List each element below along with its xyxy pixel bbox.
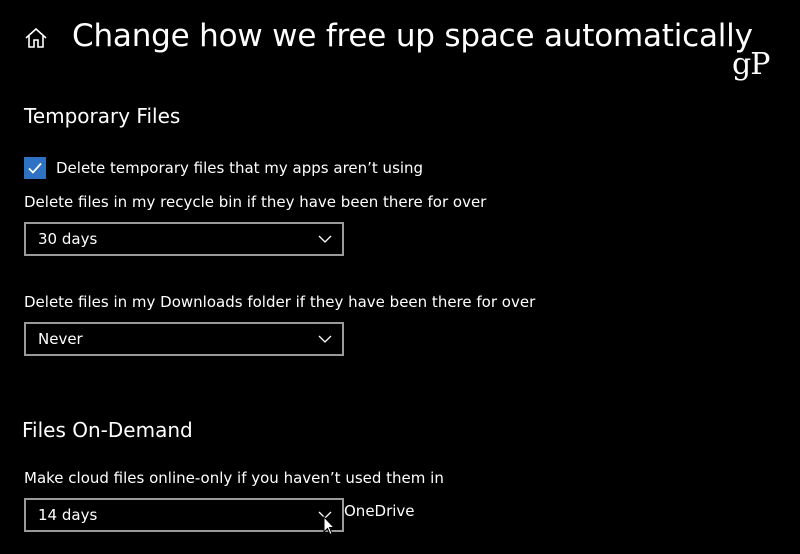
- delete-temp-files-label[interactable]: Delete temporary files that my apps aren’t using: [56, 159, 424, 177]
- cloud-files-dropdown[interactable]: [24, 498, 344, 532]
- page-title: Change how we free up space automatically: [72, 18, 753, 54]
- downloads-dropdown[interactable]: [24, 322, 344, 356]
- recycle-bin-dropdown[interactable]: [24, 222, 344, 256]
- onedrive-label: OneDrive: [344, 502, 415, 520]
- watermark-logo: gP: [732, 47, 770, 82]
- mouse-cursor-icon: [323, 516, 335, 536]
- home-icon[interactable]: [24, 26, 48, 50]
- chevron-down-icon: [318, 234, 332, 244]
- checkmark-icon: [27, 160, 43, 176]
- recycle-bin-label: Delete files in my recycle bin if they have been there for over: [24, 193, 487, 211]
- chevron-down-icon: [318, 334, 332, 344]
- downloads-dropdown-value: Never: [38, 330, 83, 348]
- cloud-files-label: Make cloud files online-only if you haven’t used them in: [24, 469, 444, 487]
- section-title-files-on-demand: Files On-Demand: [22, 418, 193, 442]
- delete-temp-files-checkbox[interactable]: [24, 157, 46, 179]
- section-title-temporary-files: Temporary Files: [24, 104, 181, 128]
- cloud-files-dropdown-value: 14 days: [38, 506, 98, 524]
- downloads-label: Delete files in my Downloads folder if they have been there for over: [24, 293, 536, 311]
- recycle-bin-dropdown-value: 30 days: [38, 230, 98, 248]
